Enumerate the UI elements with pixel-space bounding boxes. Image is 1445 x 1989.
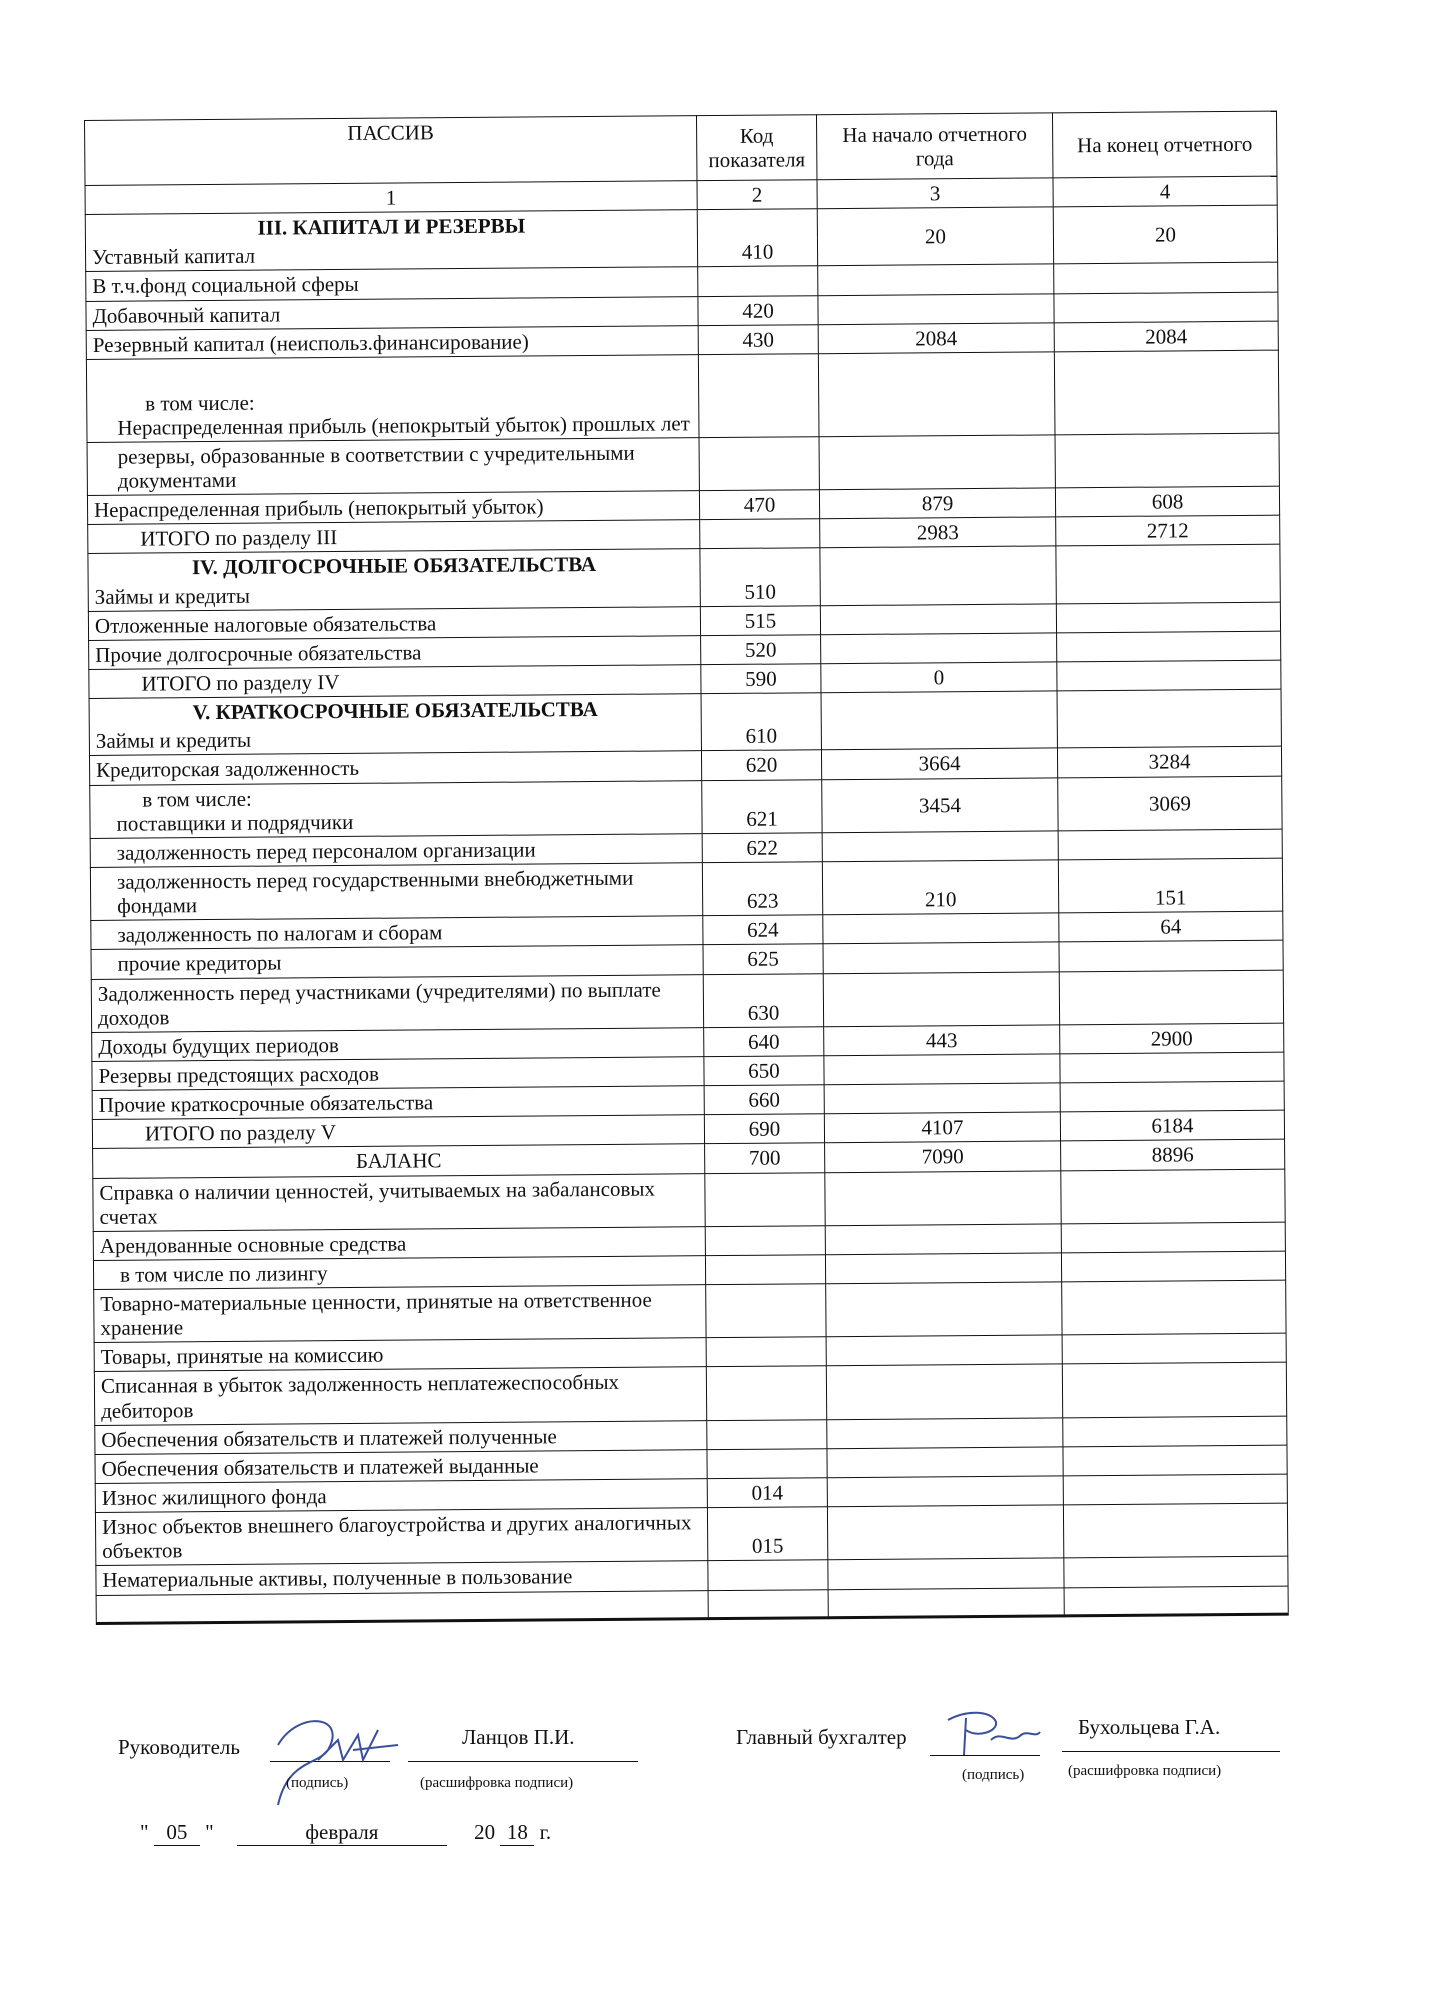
row-end-value: 3069 (1058, 776, 1282, 831)
row-start-value (826, 1335, 1062, 1366)
row-start-value: 879 (819, 488, 1055, 519)
row-label: Займы и кредиты (88, 578, 700, 611)
row-code: 690 (704, 1114, 824, 1144)
row-start-value: 2983 (820, 517, 1056, 548)
row-end-value (1060, 1081, 1284, 1112)
row-end-value (1061, 1251, 1285, 1282)
row-label: ИТОГО по разделу IV (89, 665, 701, 699)
row-code (705, 1172, 825, 1226)
row-label: задолженность перед государственными внебюджетными фондами (90, 863, 702, 921)
section-title: V. КРАТКОСРОЧНЫЕ ОБЯЗАТЕЛЬСТВА (89, 694, 701, 727)
row-end-value (1054, 292, 1278, 323)
row-label: Займы и кредиты (89, 722, 701, 755)
row-code (706, 1284, 826, 1338)
row-code (699, 437, 819, 491)
row-label: ИТОГО по разделу V (92, 1115, 704, 1149)
accountant-signature-image (936, 1700, 1046, 1770)
row-code: 015 (707, 1507, 827, 1561)
head-sign-caption: (подпись) (286, 1775, 349, 1791)
row-start-value (818, 264, 1054, 295)
head-signature-image (258, 1705, 408, 1815)
row-code (705, 1255, 825, 1285)
row-code: 610 (701, 693, 821, 751)
offbalance-title: Справка о наличии ценностей, учитываемых на забалансовых счетах (93, 1173, 705, 1231)
row-code (707, 1419, 827, 1449)
row-code: 623 (702, 862, 822, 916)
row-start-value (825, 1170, 1061, 1225)
row-code (708, 1560, 828, 1590)
date-quote: " (140, 1820, 149, 1844)
row-end-value (1063, 1445, 1287, 1476)
row-start-value (818, 352, 1055, 437)
column-number: 4 (1053, 176, 1277, 207)
table-row (94, 1280, 1286, 1343)
header-start-year: На начало отчетного года (816, 113, 1053, 180)
row-start-value (824, 1083, 1060, 1114)
row-end-value (1064, 1557, 1288, 1588)
row-code: 430 (698, 324, 818, 354)
document-date (140, 1820, 551, 1846)
table-row (91, 970, 1283, 1033)
table-row (86, 350, 1279, 442)
date-month: февраля (237, 1820, 447, 1846)
row-end-value (1059, 970, 1283, 1025)
row-start-value (827, 1447, 1063, 1478)
row-label: Задолженность перед участниками (учредителями) по выплате доходов (91, 974, 703, 1032)
row-end-value: 8896 (1061, 1139, 1285, 1170)
row-label: Резервы предстоящих расходов (92, 1057, 704, 1091)
row-label: Арендованные основные средства (93, 1226, 705, 1260)
row-start-value: 443 (824, 1025, 1060, 1056)
row-start-value (822, 831, 1058, 862)
section-title: III. КАПИТАЛ И РЕЗЕРВЫ (85, 210, 697, 243)
row-end-value: 151 (1058, 858, 1282, 913)
row-code: 470 (699, 490, 819, 520)
row-code: 625 (703, 944, 823, 974)
accountant-title: Главный бухгалтер (736, 1725, 907, 1749)
row-label: задолженность перед персоналом организации (90, 833, 702, 867)
row-start-value: 2084 (818, 323, 1054, 354)
row-start-value (821, 691, 1057, 750)
row-code: 410 (697, 209, 817, 267)
row-code (700, 519, 820, 549)
row-label (96, 1590, 708, 1623)
row-end-value (1057, 660, 1281, 691)
row-code: 621 (702, 779, 822, 833)
row-label: Нераспределенная прибыль (непокрытый убыток) (87, 491, 699, 525)
row-end-value (1061, 1169, 1285, 1224)
row-label: Товарно-материальные ценности, принятые на ответственное хранение (94, 1285, 706, 1343)
row-end-value: 3284 (1057, 747, 1281, 778)
row-label: Прочие долгосрочные обязательства (89, 636, 701, 670)
date-year-unit: г. (539, 1820, 552, 1844)
row-label: Списанная в убыток задолженность неплатежеспособных дебиторов (94, 1367, 706, 1425)
row-code: 590 (701, 664, 821, 694)
row-start-value (828, 1587, 1064, 1617)
row-start-value: 4107 (824, 1112, 1060, 1143)
row-code: 520 (701, 635, 821, 665)
row-code (698, 354, 819, 438)
row-start-value (823, 971, 1059, 1026)
row-label: резервы, образованные в соответствии с учредительными документами (87, 438, 699, 496)
row-label: прочие кредиторы (91, 945, 703, 979)
row-start-value (827, 1476, 1063, 1507)
row-label: Нематериальные активы, полученные в пользование (96, 1561, 708, 1595)
row-code (708, 1589, 828, 1618)
row-end-value (1054, 350, 1279, 435)
liabilities-table (84, 111, 1289, 1625)
row-end-value (1062, 1280, 1286, 1335)
row-start-value (823, 913, 1059, 944)
row-end-value (1063, 1416, 1287, 1447)
date-year-prefix: 20 (474, 1820, 496, 1844)
row-start-value: 3664 (821, 748, 1057, 779)
row-start-value: 7090 (825, 1141, 1061, 1172)
table-row (95, 1503, 1287, 1566)
row-label: Обеспечения обязательств и платежей полученные (95, 1420, 707, 1454)
row-label: Резервный капитал (неиспольз.финансирование) (86, 325, 698, 359)
row-code: 660 (704, 1085, 824, 1115)
date-day: 05 (154, 1820, 200, 1846)
row-end-value: 64 (1059, 911, 1283, 942)
table-row (94, 1363, 1286, 1426)
row-label-group (86, 355, 699, 443)
row-code: 630 (703, 973, 823, 1027)
row-start-value (828, 1558, 1064, 1589)
offbalance-heading-row (93, 1169, 1285, 1232)
table-row (87, 433, 1279, 496)
row-end-value (1063, 1474, 1287, 1505)
row-code: 014 (707, 1478, 827, 1508)
row-label: Уставный капитал (85, 238, 697, 271)
row-start-value (826, 1364, 1062, 1419)
accountant-name: Бухольцева Г.А. (1078, 1715, 1221, 1739)
column-number: 3 (817, 178, 1053, 209)
row-label-group (90, 780, 702, 838)
header-end-year: На конец отчетного (1052, 111, 1277, 178)
row-code (705, 1225, 825, 1255)
table-row (90, 776, 1282, 839)
section-title: IV. ДОЛГОСРОЧНЫЕ ОБЯЗАТЕЛЬСТВА (88, 549, 700, 582)
row-label: в том числе по лизингу (93, 1256, 705, 1290)
column-number: 2 (697, 180, 817, 210)
head-title: Руководитель (118, 1735, 240, 1759)
row-end-value (1056, 602, 1280, 633)
head-name: Ланцов П.И. (462, 1725, 575, 1749)
row-code (698, 266, 818, 296)
row-label: Отложенные налоговые обязательства (88, 606, 700, 640)
row-start-value (819, 435, 1055, 490)
row-end-value: 6184 (1060, 1110, 1284, 1141)
row-end-value (1061, 1222, 1285, 1253)
column-number: 1 (85, 181, 697, 215)
row-end-value (1058, 829, 1282, 860)
row-start-value: 20 (817, 207, 1053, 266)
row-label: Обеспечения обязательств и платежей выданные (95, 1450, 707, 1484)
row-code: 510 (700, 548, 820, 606)
row-start-value (826, 1282, 1062, 1337)
row-start-value: 0 (821, 662, 1057, 693)
date-quote: " (205, 1820, 214, 1844)
row-end-value (1064, 1586, 1288, 1616)
row-label: В т.ч.фонд социальной сферы (86, 267, 698, 301)
row-label: Кредиторская задолженность (89, 751, 701, 785)
header-code: Код показателя (696, 115, 817, 181)
row-start-value (823, 942, 1059, 973)
head-decode-line (408, 1761, 638, 1762)
row-label: Прочие краткосрочные обязательства (92, 1086, 704, 1120)
row-start-value (824, 1054, 1060, 1085)
row-label: Нераспределенная прибыль (непокрытый убыток) прошлых лет (117, 410, 690, 440)
row-code: 640 (704, 1027, 824, 1057)
row-end-value (1062, 1363, 1286, 1418)
row-label: Товары, принятые на комиссию (94, 1338, 706, 1372)
row-code: 515 (700, 605, 820, 635)
row-label: ИТОГО по разделу III (88, 520, 700, 554)
row-start-value (818, 293, 1054, 324)
date-year-suffix: 18 (500, 1820, 534, 1846)
row-label: задолженность по налогам и сборам (91, 916, 703, 950)
row-end-value: 2712 (1056, 515, 1280, 546)
row-end-value (1060, 1052, 1284, 1083)
row-code (707, 1449, 827, 1479)
row-code: 624 (703, 915, 823, 945)
row-start-value (820, 604, 1056, 635)
balance-sheet-liabilities (84, 111, 1288, 1625)
row-end-value (1059, 940, 1283, 971)
row-code: 620 (701, 750, 821, 780)
row-start-value (820, 546, 1056, 605)
incl-label: в том числе: (145, 390, 255, 416)
balance-label: БАЛАНС (93, 1144, 705, 1178)
row-end-value: 2900 (1060, 1023, 1284, 1054)
row-end-value: 2084 (1054, 321, 1278, 352)
row-end-value: 608 (1055, 486, 1279, 517)
row-end-value (1057, 631, 1281, 662)
accountant-decode-line (1062, 1751, 1280, 1752)
row-start-value (827, 1505, 1063, 1560)
row-start-value (827, 1418, 1063, 1449)
row-label: Добавочный капитал (86, 296, 698, 330)
head-decode-caption: (расшифровка подписи) (420, 1775, 574, 1791)
row-label: Износ жилищного фонда (95, 1479, 707, 1513)
row-end-value (1054, 263, 1278, 294)
row-label: Доходы будущих периодов (92, 1027, 704, 1061)
row-code: 650 (704, 1056, 824, 1086)
row-code: 420 (698, 295, 818, 325)
row-code (706, 1366, 826, 1420)
row-start-value (821, 633, 1057, 664)
accountant-decode-caption: (расшифровка подписи) (1068, 1763, 1222, 1779)
row-end-value (1062, 1333, 1286, 1364)
header-passive: ПАССИВ (85, 116, 697, 186)
row-start-value: 3454 (822, 777, 1058, 832)
row-code: 622 (702, 833, 822, 863)
row-end-value: 20 (1053, 205, 1277, 264)
table-row (90, 858, 1282, 921)
row-code: 700 (705, 1143, 825, 1173)
incl-label: в том числе: (142, 786, 252, 812)
table-header-row (85, 111, 1277, 185)
accountant-sign-caption: (подпись) (962, 1767, 1025, 1783)
row-code (706, 1337, 826, 1367)
row-start-value: 210 (822, 860, 1058, 915)
row-end-value (1055, 433, 1279, 488)
row-start-value (825, 1253, 1061, 1284)
row-label: поставщики и подрядчики (116, 809, 354, 836)
row-label: Износ объектов внешнего благоустройства и других аналогичных объектов (95, 1508, 707, 1566)
row-start-value (825, 1224, 1061, 1255)
row-end-value (1056, 545, 1280, 604)
row-end-value (1063, 1503, 1287, 1558)
row-end-value (1057, 689, 1281, 748)
